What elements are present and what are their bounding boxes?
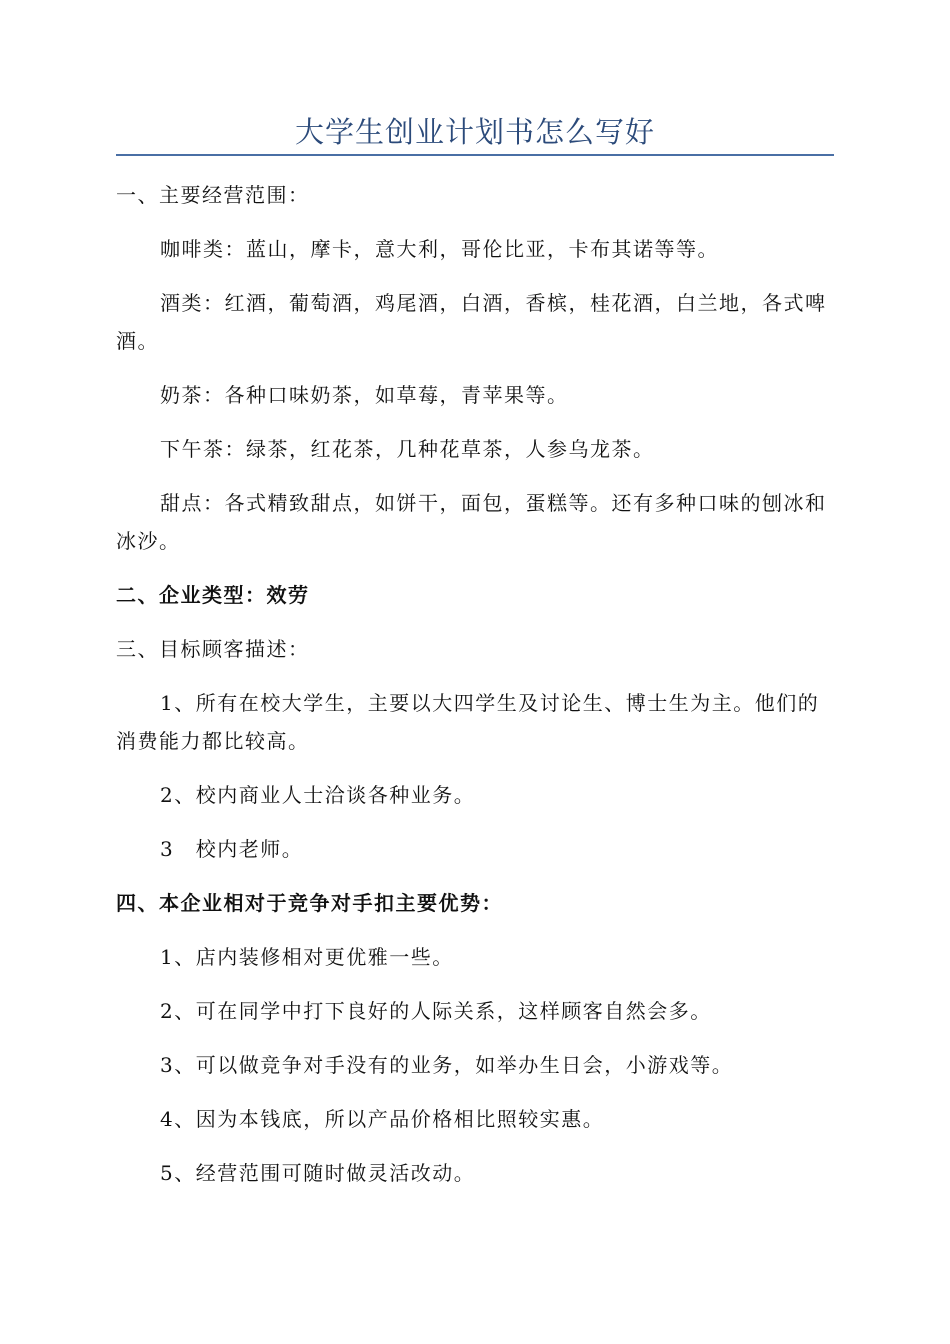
paragraph-advantage-3: 3、可以做竞争对手没有的业务，如举办生日会，小游戏等。 — [160, 1053, 734, 1077]
title-underline — [116, 154, 834, 156]
paragraph-customer-3: 3 校内老师。 — [160, 837, 304, 861]
section-heading-enterprise-type: 二、企业类型：效劳 — [116, 583, 310, 607]
paragraph-milk-tea: 奶茶：各种口味奶茶，如草莓，青苹果等。 — [160, 383, 569, 407]
paragraph-advantage-5: 5、经营范围可随时做灵活改动。 — [160, 1161, 476, 1185]
paragraph-afternoon-tea: 下午茶：绿茶，红花茶，几种花草茶，人参乌龙茶。 — [160, 437, 655, 461]
paragraph-advantage-1: 1、店内装修相对更优雅一些。 — [160, 945, 454, 969]
document-title: 大学生创业计划书怎么写好 — [294, 115, 655, 149]
section-heading-business-scope: 一、主要经营范围： — [116, 183, 310, 207]
section-heading-advantages: 四、本企业相对于竞争对手扣主要优势： — [116, 891, 503, 915]
paragraph-alcohol: 酒类：红酒，葡萄酒，鸡尾酒，白酒，香槟，桂花酒，白兰地，各式啤酒。 — [116, 291, 827, 353]
paragraph-advantage-4: 4、因为本钱底，所以产品价格相比照较实惠。 — [160, 1107, 605, 1131]
paragraph-customer-2: 2、校内商业人士洽谈各种业务。 — [160, 783, 476, 807]
section-heading-target-customers: 三、目标顾客描述： — [116, 637, 310, 661]
paragraph-coffee: 咖啡类：蓝山，摩卡，意大利，哥伦比亚，卡布其诺等等。 — [160, 237, 719, 261]
paragraph-advantage-2: 2、可在同学中打下良好的人际关系，这样顾客自然会多。 — [160, 999, 712, 1023]
paragraph-customer-1: 1、所有在校大学生，主要以大四学生及讨论生、博士生为主。他们的消费能力都比较高。 — [116, 691, 820, 753]
paragraph-desserts: 甜点：各式精致甜点，如饼干，面包，蛋糕等。还有多种口味的刨冰和冰沙。 — [116, 491, 827, 553]
